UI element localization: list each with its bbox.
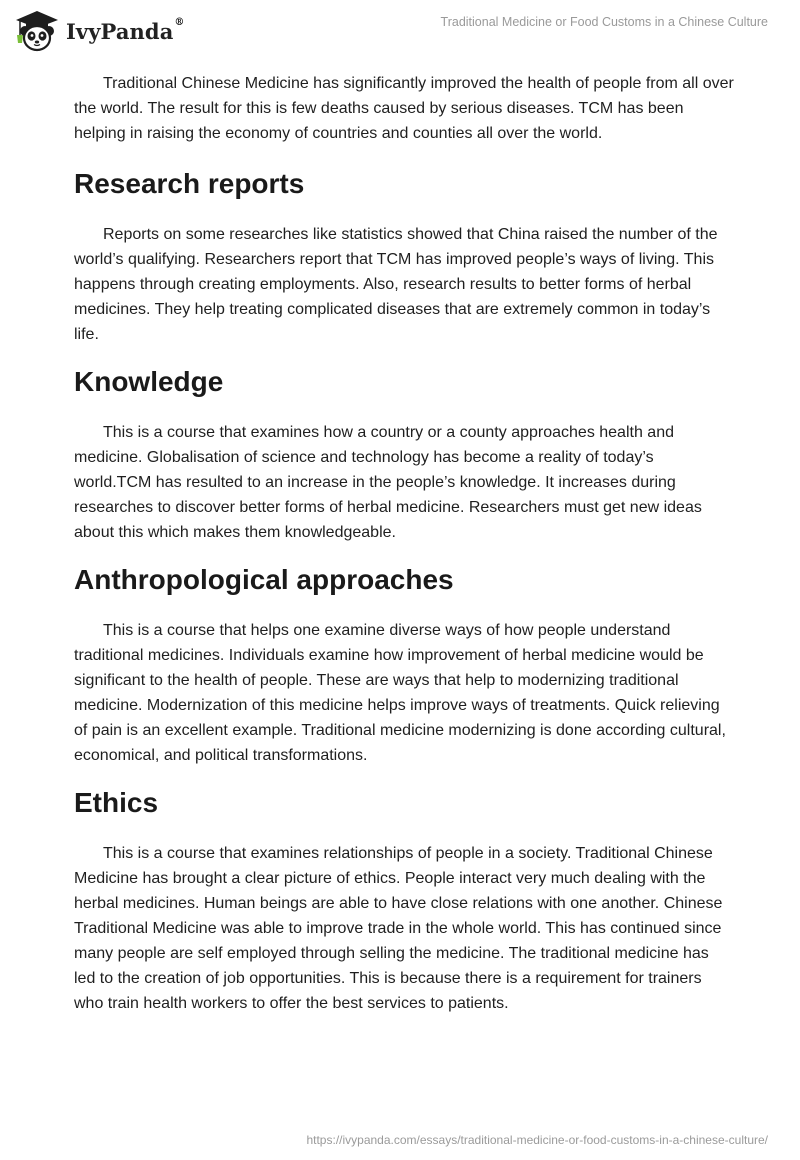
section-heading: Research reports — [74, 168, 305, 199]
page-header — [0, 0, 800, 60]
source-url-link[interactable]: https://ivypanda.com/essays/traditional-medicine-or-food-customs-in-a-chinese-culture/ — [306, 1133, 768, 1147]
section-paragraph: This is a course that examines how a country or a county approaches health and medicine. Globalisation of science and technology has become a reality of today’s world.TCM has resulted to an increase in the people’s knowledge. It increases during researches to discover better forms of herbal medicine. Researchers must get new ideas about this which makes them knowledgeable. — [74, 424, 702, 541]
essay-body — [74, 71, 734, 1034]
section-anthropological-approaches — [74, 563, 734, 768]
section-knowledge — [74, 365, 734, 545]
section-ethics — [74, 786, 734, 1016]
document-title: Traditional Medicine or Food Customs in a Chinese Culture — [440, 15, 768, 29]
section-paragraph: This is a course that helps one examine diverse ways of how people understand traditional medicines. Individuals examine how improvement of herbal medicine would be significant to the health of people. These are ways that help to modernizing traditional medicine. Modernization of this medicine helps improve ways of treatments. Quick relieving of pain is an excellent example. Traditional medicine modernizing is done according cultural, economical, and political transformations. — [74, 622, 726, 764]
brand-name: IvyPanda® — [66, 16, 185, 44]
section-research-reports — [74, 167, 734, 347]
section-heading: Knowledge — [74, 366, 224, 397]
ivypanda-logo[interactable] — [14, 9, 185, 53]
intro-paragraph: Traditional Chinese Medicine has significantly improved the health of people from all over the world. The result for this is few deaths caused by serious diseases. TCM has been helping in raising the economy of countries and counties all over the world. — [74, 75, 734, 142]
section-heading: Ethics — [74, 787, 159, 818]
section-paragraph: This is a course that examines relationships of people in a society. Traditional Chinese Medicine has brought a clear picture of ethics. People interact very much dealing with the herbal medicines. Human beings are able to have close relations with one another. Chinese Traditional Medicine was able to improve trade in the whole world. This has continued since many people are self employed through selling the medicine. The traditional medicine has led to the creation of job opportunities. This is because there is a requirement for trainers who train health workers to offer the best services to patients. — [74, 845, 723, 1012]
panda-graduate-icon — [14, 9, 60, 53]
section-heading: Anthropological approaches — [74, 564, 454, 595]
section-paragraph: Reports on some researches like statistics showed that China raised the number of the world’s qualifying. Researchers report that TCM has improved people’s ways of living. This happens through creating employments. Also, research results to better forms of herbal medicines. They help treating complicated diseases that are extremely common in today’s life. — [74, 226, 718, 343]
